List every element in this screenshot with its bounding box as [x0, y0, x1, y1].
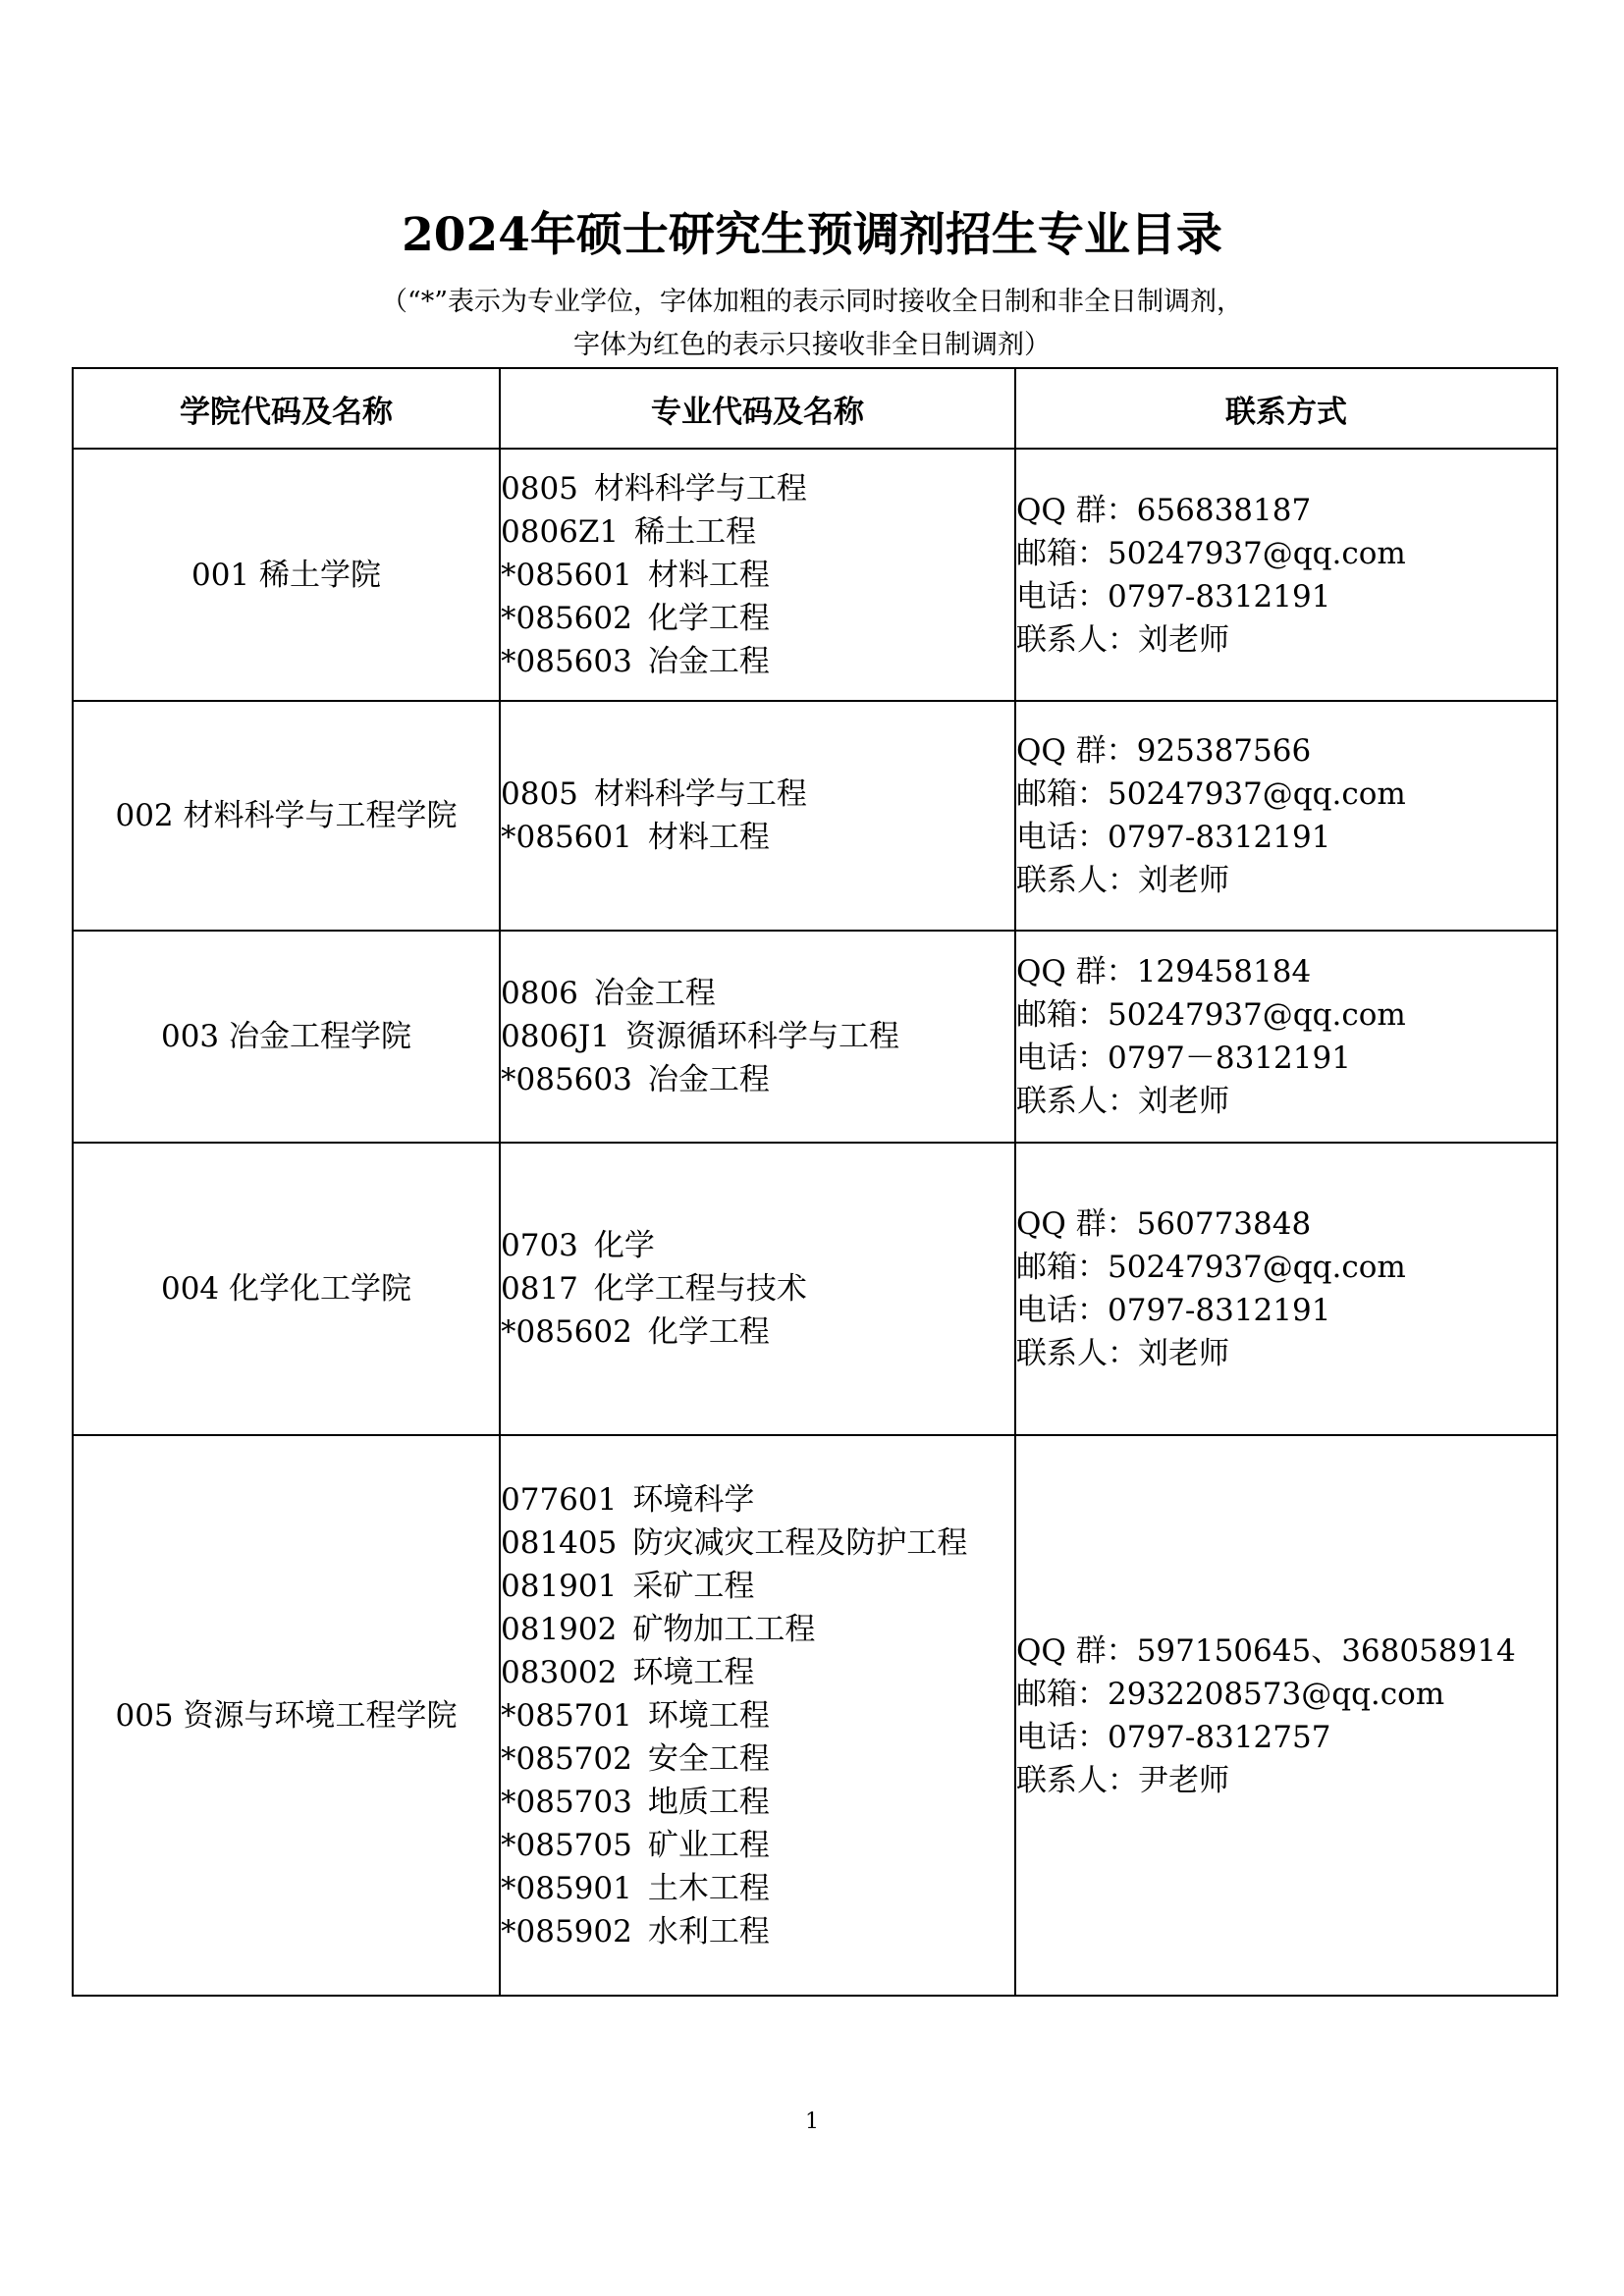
major-item: [501, 1310, 1014, 1354]
major-name: 材料科学与工程: [593, 776, 807, 812]
contact-phone: 电话：0797-8312757: [1016, 1719, 1331, 1755]
major-code: *085602: [501, 600, 632, 636]
major-name: 资源循环科学与工程: [625, 1019, 900, 1054]
major-item: [501, 1694, 1014, 1737]
majors-cell: [500, 449, 1015, 701]
contact-cell: [1015, 931, 1557, 1143]
major-name: 化学工程: [647, 600, 770, 636]
college-cell: 003 冶金工程学院: [73, 931, 500, 1143]
contact-person: 联系人：尹老师: [1016, 1762, 1229, 1798]
major-name: 稀土工程: [634, 513, 757, 550]
contact-email: 邮箱：50247937@qq.com: [1016, 997, 1406, 1033]
contact-cell: [1015, 1143, 1557, 1435]
contact-person: 联系人：刘老师: [1016, 863, 1229, 898]
major-name: 冶金工程: [593, 976, 716, 1011]
major-code: *085701: [501, 1697, 632, 1734]
page-number: 1: [805, 2109, 819, 2134]
major-item: [501, 467, 1014, 510]
major-item: [501, 1565, 1014, 1608]
major-item: [501, 1737, 1014, 1781]
major-name: 土木工程: [647, 1870, 770, 1906]
major-name: 防灾减灾工程及防护工程: [632, 1524, 968, 1561]
major-code: 0805: [501, 776, 578, 812]
contact-phone: 电话：0797-8312191: [1016, 578, 1331, 614]
major-item: [501, 1651, 1014, 1694]
major-name: 矿业工程: [647, 1827, 770, 1863]
major-item: [501, 597, 1014, 640]
major-item: [501, 1824, 1014, 1867]
major-code: 081405: [501, 1524, 618, 1561]
major-item: [501, 972, 1014, 1015]
major-name: 化学: [593, 1228, 655, 1263]
majors-cell: [500, 1143, 1015, 1435]
majors-cell: [500, 701, 1015, 931]
major-code: *085602: [501, 1314, 632, 1350]
major-code: *085601: [501, 820, 632, 855]
major-code: *085902: [501, 1913, 632, 1949]
college-cell: 005 资源与环境工程学院: [73, 1435, 500, 1996]
major-name: 冶金工程: [647, 1062, 770, 1097]
major-name: 材料科学与工程: [593, 470, 807, 507]
majors-cell: [500, 931, 1015, 1143]
major-code: 081902: [501, 1611, 618, 1647]
legend-note-line-2: 字体为红色的表示只接收非全日制调剂）: [573, 330, 1051, 360]
legend-note-line-1: （“*”表示为专业学位，字体加粗的表示同时接收全日制和非全日制调剂，: [380, 287, 1244, 317]
major-item: [501, 816, 1014, 859]
major-name: 采矿工程: [632, 1568, 755, 1604]
major-item: [501, 773, 1014, 816]
contact-phone: 电话：0797－8312191: [1016, 1041, 1351, 1076]
contact-cell: [1015, 701, 1557, 931]
major-name: 水利工程: [647, 1913, 770, 1949]
major-code: *085603: [501, 1062, 632, 1097]
table-row: [73, 701, 1557, 931]
college-cell: 002 材料科学与工程学院: [73, 701, 500, 931]
header-contact: 联系方式: [1015, 368, 1557, 449]
major-code: *085703: [501, 1784, 632, 1820]
major-name: 环境科学: [632, 1481, 755, 1518]
major-item: [501, 1058, 1014, 1101]
major-item: [501, 510, 1014, 554]
contact-email: 邮箱：50247937@qq.com: [1016, 776, 1406, 812]
contact-qq: QQ 群：925387566: [1016, 733, 1312, 769]
header-major: 专业代码及名称: [500, 368, 1015, 449]
major-code: *085601: [501, 557, 632, 593]
contact-cell: [1015, 1435, 1557, 1996]
contact-person: 联系人：刘老师: [1016, 1084, 1229, 1119]
major-item: [501, 640, 1014, 683]
major-item: [501, 554, 1014, 597]
contact-cell: [1015, 449, 1557, 701]
contact-qq: QQ 群：656838187: [1016, 492, 1312, 528]
major-code: 081901: [501, 1568, 618, 1604]
major-name: 材料工程: [647, 820, 770, 855]
catalog-table: [72, 367, 1558, 1997]
major-item: [501, 1781, 1014, 1824]
table-header-row: [73, 368, 1557, 449]
major-item: [501, 1867, 1014, 1910]
major-name: 化学工程与技术: [593, 1271, 807, 1307]
contact-email: 邮箱：2932208573@qq.com: [1016, 1676, 1445, 1712]
major-name: 矿物加工工程: [632, 1611, 816, 1647]
major-name: 安全工程: [647, 1740, 770, 1777]
major-name: 环境工程: [647, 1697, 770, 1734]
college-cell: 001 稀土学院: [73, 449, 500, 701]
majors-cell: [500, 1435, 1015, 1996]
major-code: 077601: [501, 1481, 618, 1518]
major-name: 材料工程: [647, 557, 770, 593]
table-row: [73, 1143, 1557, 1435]
page-title: 2024年硕士研究生预调剂招生专业目录: [402, 208, 1222, 262]
major-code: *085702: [501, 1740, 632, 1777]
contact-qq: QQ 群：560773848: [1016, 1206, 1312, 1242]
major-name: 化学工程: [647, 1314, 770, 1350]
major-code: 0817: [501, 1271, 578, 1307]
major-item: [501, 1015, 1014, 1058]
major-code: 083002: [501, 1654, 618, 1690]
major-code: 0703: [501, 1228, 578, 1263]
college-cell: 004 化学化工学院: [73, 1143, 500, 1435]
contact-person: 联系人：刘老师: [1016, 621, 1229, 658]
major-item: [501, 1224, 1014, 1267]
major-code: 0806: [501, 976, 578, 1011]
contact-qq: QQ 群：129458184: [1016, 954, 1312, 989]
contact-email: 邮箱：50247937@qq.com: [1016, 535, 1406, 571]
major-item: [501, 1267, 1014, 1310]
major-code: *085603: [501, 643, 632, 679]
contact-phone: 电话：0797-8312191: [1016, 820, 1331, 855]
major-code: 0805: [501, 470, 578, 507]
major-code: 0806J1: [501, 1019, 611, 1054]
major-name: 冶金工程: [647, 643, 770, 679]
table-row: [73, 931, 1557, 1143]
major-item: [501, 1910, 1014, 1953]
major-name: 环境工程: [632, 1654, 755, 1690]
major-name: 地质工程: [647, 1784, 770, 1820]
major-item: [501, 1522, 1014, 1565]
table-row: [73, 449, 1557, 701]
major-code: 0806Z1: [501, 513, 620, 550]
major-code: *085705: [501, 1827, 632, 1863]
header-college: 学院代码及名称: [73, 368, 500, 449]
contact-email: 邮箱：50247937@qq.com: [1016, 1250, 1406, 1285]
contact-phone: 电话：0797-8312191: [1016, 1293, 1331, 1328]
contact-person: 联系人：刘老师: [1016, 1336, 1229, 1371]
major-code: *085901: [501, 1870, 632, 1906]
major-item: [501, 1608, 1014, 1651]
major-item: [501, 1478, 1014, 1522]
table-row: [73, 1435, 1557, 1996]
contact-qq: QQ 群：597150645、368058914: [1016, 1632, 1516, 1669]
